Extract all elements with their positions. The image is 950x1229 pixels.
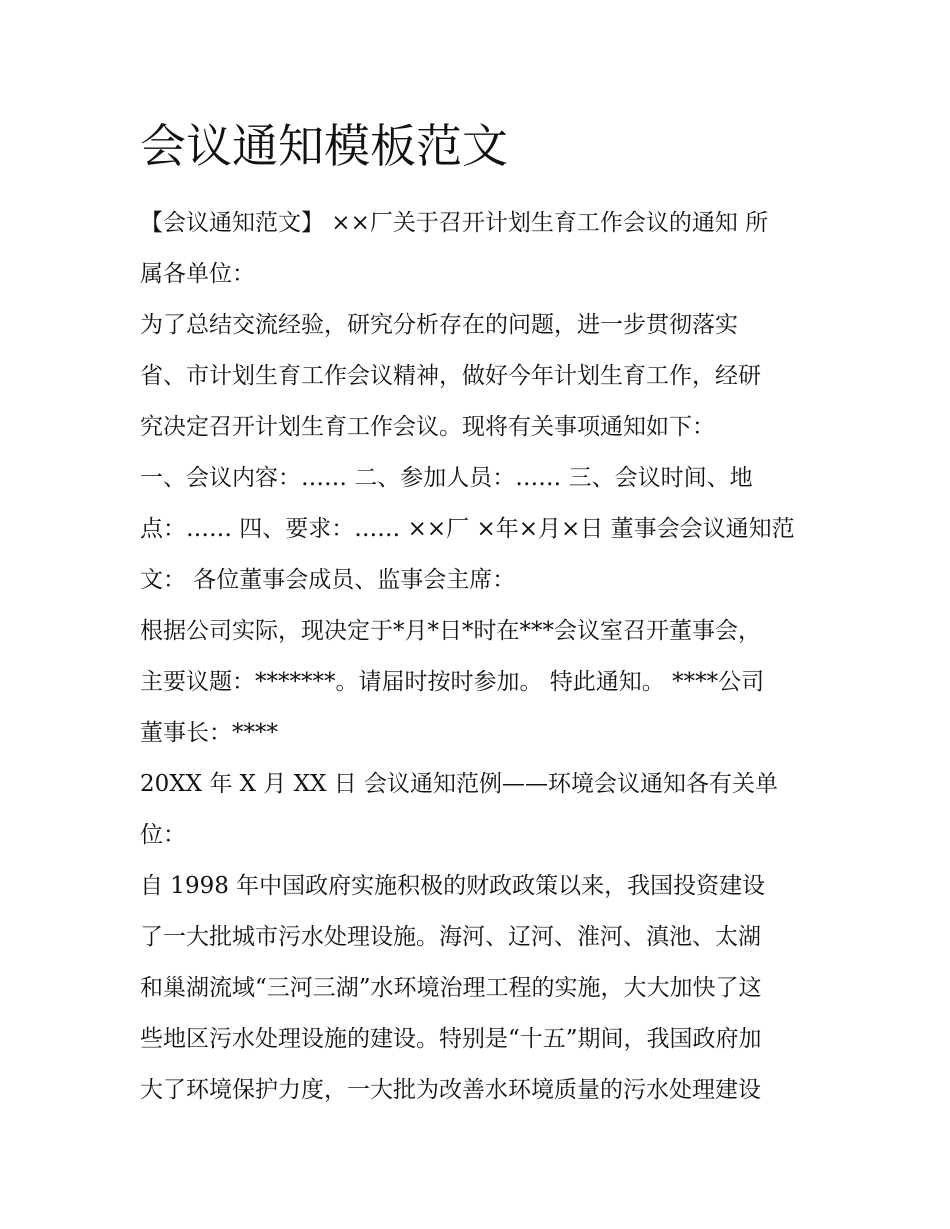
body-line-3: 为了总结交流经验，研究分析存在的问题，进一步贯彻落实 — [140, 312, 738, 338]
body-line-2: 属各单位： — [140, 261, 255, 287]
body-line-16: 和巢湖流域“三河三湖”水环境治理工程的实施，大大加快了这 — [140, 975, 762, 1001]
body-line-10: 主要议题：*******。请届时按时参加。 特此通知。 ****公司 — [140, 669, 765, 695]
body-line-13: 位： — [140, 822, 186, 848]
body-line-11: 董事长：**** — [140, 720, 278, 746]
body-line-4: 省、市计划生育工作会议精神，做好今年计划生育工作，经研 — [140, 363, 761, 389]
body-line-17: 些地区污水处理设施的建设。特别是“十五”期间，我国政府加 — [140, 1026, 762, 1052]
body-line-9: 根据公司实际，现决定于*月*日*时在***会议室召开董事会， — [140, 618, 761, 644]
body-line-8: 文： 各位董事会成员、监事会主席： — [140, 567, 516, 593]
body-line-1: 【会议通知范文】 ××厂关于召开计划生育工作会议的通知 所 — [140, 210, 769, 236]
body-line-6: 一、会议内容：…… 二、参加人员：…… 三、会议时间、地 — [140, 465, 753, 491]
body-line-15: 了一大批城市污水处理设施。海河、辽河、淮河、滇池、太湖 — [140, 924, 761, 950]
document-title: 会议通知模板范文 — [140, 119, 508, 173]
body-line-7: 点：…… 四、要求：…… ××厂 ×年×月×日 董事会会议通知范 — [140, 516, 795, 542]
body-line-12: 20XX 年 X 月 XX 日 会议通知范例——环境会议通知各有关单 — [140, 771, 779, 797]
body-line-5: 究决定召开计划生育工作会议。现将有关事项通知如下： — [140, 414, 715, 440]
body-line-18: 大了环境保护力度，一大批为改善水环境质量的污水处理建设 — [140, 1077, 761, 1103]
body-line-14: 自 1998 年中国政府实施积极的财政政策以来，我国投资建设 — [140, 873, 766, 899]
